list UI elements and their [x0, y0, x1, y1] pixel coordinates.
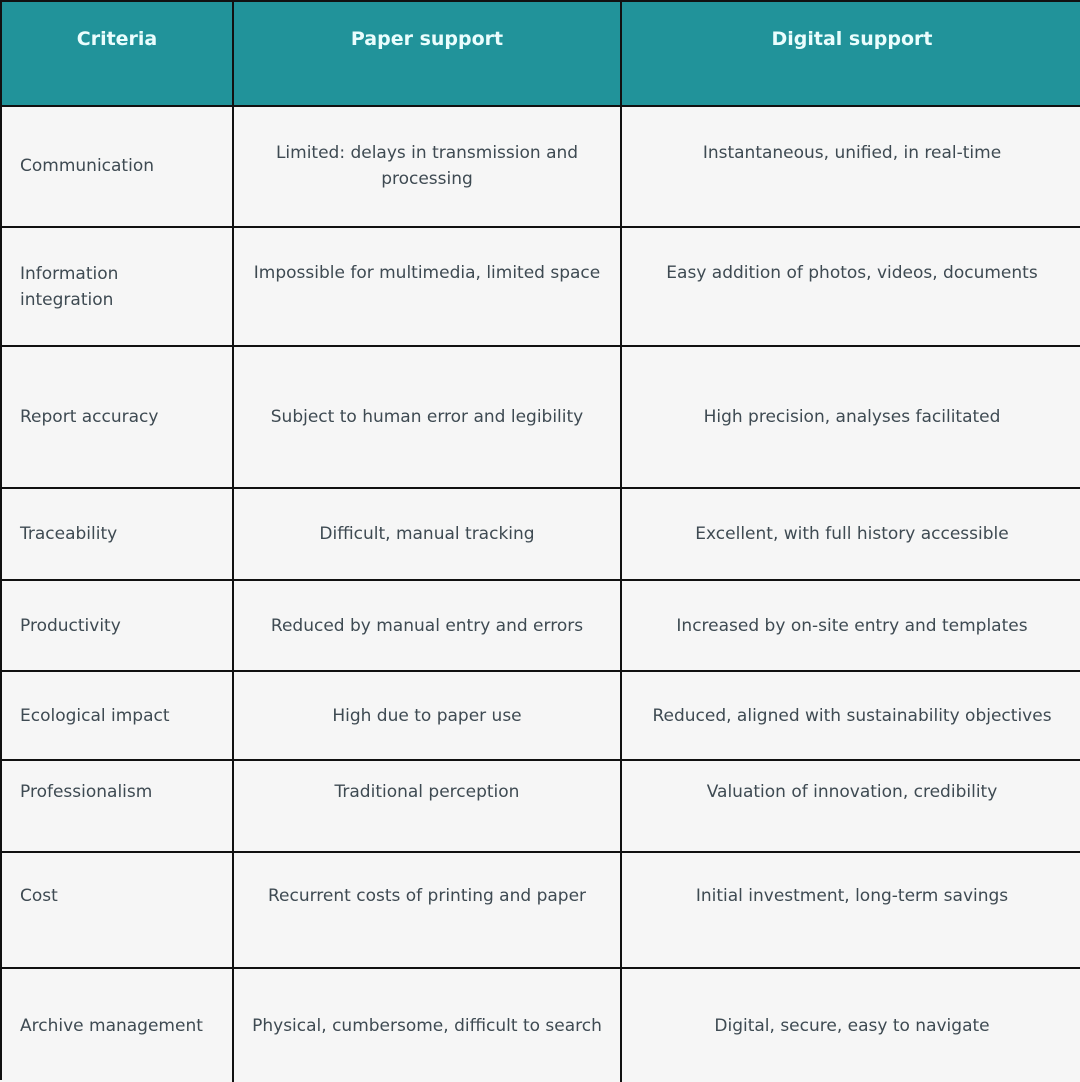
- row-digital: Reduced, aligned with sustainability objectives: [622, 672, 1080, 761]
- row-criteria: Traceability: [2, 489, 234, 581]
- row-paper: Reduced by manual entry and errors: [234, 581, 622, 672]
- header-criteria: Criteria: [2, 2, 234, 107]
- header-digital-support: Digital support: [622, 2, 1080, 107]
- row-paper: Subject to human error and legibility: [234, 347, 622, 489]
- header-paper-support: Paper support: [234, 2, 622, 107]
- row-paper: Physical, cumbersome, difficult to search: [234, 969, 622, 1082]
- row-criteria: Communication: [2, 107, 234, 228]
- row-digital: Initial investment, long-term savings: [622, 853, 1080, 969]
- row-digital: Valuation of innovation, credibility: [622, 761, 1080, 853]
- row-digital: Instantaneous, unified, in real-time: [622, 107, 1080, 228]
- row-criteria: Cost: [2, 853, 234, 969]
- row-paper: Impossible for multimedia, limited space: [234, 228, 622, 347]
- row-criteria: Ecological impact: [2, 672, 234, 761]
- row-criteria: Information integration: [2, 228, 234, 347]
- row-digital: Increased by on-site entry and templates: [622, 581, 1080, 672]
- row-criteria: Report accuracy: [2, 347, 234, 489]
- row-digital: Excellent, with full history accessible: [622, 489, 1080, 581]
- row-digital: High precision, analyses facilitated: [622, 347, 1080, 489]
- row-paper: Limited: delays in transmission and processing: [234, 107, 622, 228]
- row-paper: High due to paper use: [234, 672, 622, 761]
- row-criteria: Professionalism: [2, 761, 234, 853]
- row-paper: Difficult, manual tracking: [234, 489, 622, 581]
- row-paper: Traditional perception: [234, 761, 622, 853]
- row-digital: Easy addition of photos, videos, documents: [622, 228, 1080, 347]
- row-paper: Recurrent costs of printing and paper: [234, 853, 622, 969]
- row-criteria: Productivity: [2, 581, 234, 672]
- row-digital: Digital, secure, easy to navigate: [622, 969, 1080, 1082]
- row-criteria: Archive management: [2, 969, 234, 1082]
